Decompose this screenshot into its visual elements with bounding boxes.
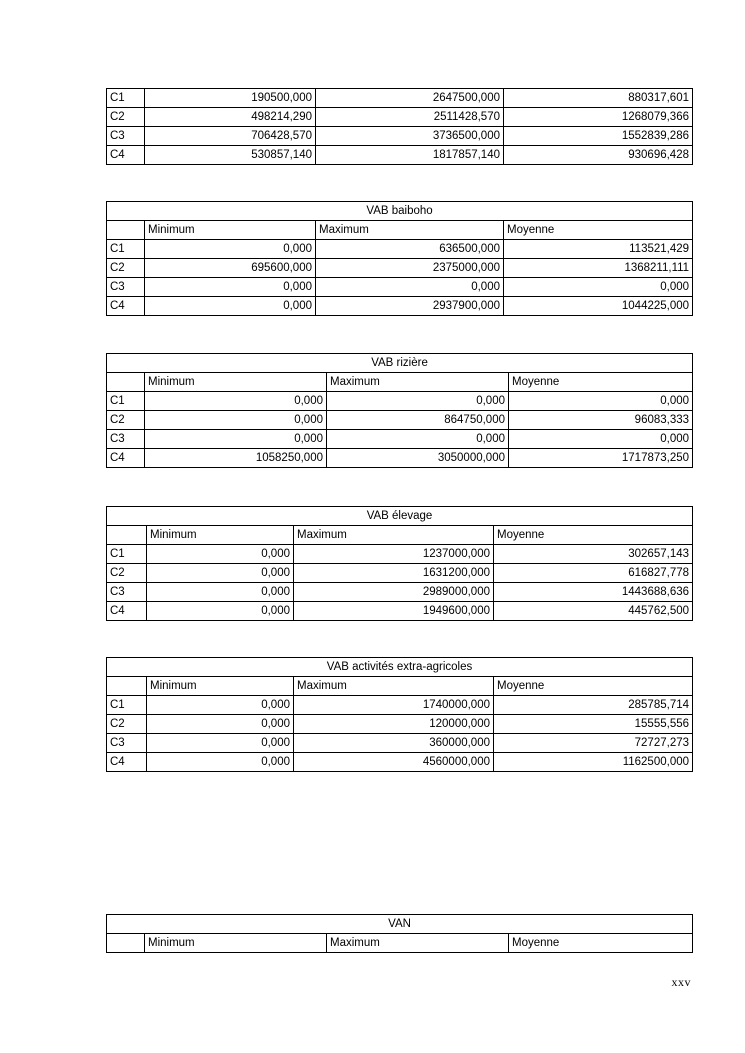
maximum-cell: 1949600,000 [294,602,494,621]
maximum-cell: 1631200,000 [294,564,494,583]
table-row [107,89,693,108]
header-row [107,934,693,953]
header-minimum: Minimum [145,373,327,392]
maximum-cell: 360000,000 [294,734,494,753]
minimum-cell: 1058250,000 [145,449,327,468]
minimum-cell: 0,000 [147,753,294,772]
row-label: C2 [107,715,147,734]
moyenne-cell: 1443688,636 [494,583,693,602]
row-label: C3 [107,583,147,602]
table-title: VAN [107,915,693,934]
header-maximum: Maximum [294,526,494,545]
minimum-cell: 498214,290 [145,108,316,127]
table-vab-riziere [106,353,693,468]
table-row [107,753,693,772]
table-row [107,734,693,753]
row-label: C2 [107,259,145,278]
maximum-cell: 864750,000 [327,411,509,430]
moyenne-cell: 0,000 [504,278,693,297]
table-row [107,430,693,449]
minimum-cell: 0,000 [147,696,294,715]
maximum-cell: 2989000,000 [294,583,494,602]
moyenne-cell: 1268079,366 [504,108,693,127]
table-row [107,715,693,734]
maximum-cell: 1740000,000 [294,696,494,715]
row-label: C3 [107,430,145,449]
maximum-cell: 1237000,000 [294,545,494,564]
minimum-cell: 0,000 [145,297,316,316]
moyenne-cell: 1717873,250 [509,449,693,468]
row-label: C1 [107,696,147,715]
table-row [107,564,693,583]
minimum-cell: 0,000 [147,602,294,621]
row-label: C1 [107,545,147,564]
header-moyenne: Moyenne [504,221,693,240]
row-label: C4 [107,449,145,468]
minimum-cell: 190500,000 [145,89,316,108]
table-title: VAB élevage [107,507,693,526]
minimum-cell: 0,000 [147,545,294,564]
maximum-cell: 3736500,000 [316,127,504,146]
moyenne-cell: 1552839,286 [504,127,693,146]
table-row [107,297,693,316]
maximum-cell: 2511428,570 [316,108,504,127]
table-row [107,259,693,278]
table-vab-extra-agricoles [106,657,693,772]
moyenne-cell: 445762,500 [494,602,693,621]
table-row [107,696,693,715]
minimum-cell: 0,000 [145,278,316,297]
row-label: C1 [107,392,145,411]
table-continued [106,88,693,165]
maximum-cell: 0,000 [327,430,509,449]
table-row [107,127,693,146]
corner-cell [107,934,145,953]
maximum-cell: 4560000,000 [294,753,494,772]
minimum-cell: 0,000 [145,240,316,259]
minimum-cell: 0,000 [147,583,294,602]
table-row [107,545,693,564]
row-label: C2 [107,108,145,127]
moyenne-cell: 930696,428 [504,146,693,165]
table-vab-elevage [106,506,693,621]
header-maximum: Maximum [294,677,494,696]
row-label: C4 [107,753,147,772]
table-row [107,583,693,602]
moyenne-cell: 15555,556 [494,715,693,734]
header-maximum: Maximum [316,221,504,240]
row-label: C1 [107,240,145,259]
maximum-cell: 636500,000 [316,240,504,259]
table-title: VAB rizière [107,354,693,373]
moyenne-cell: 302657,143 [494,545,693,564]
header-minimum: Minimum [145,221,316,240]
maximum-cell: 0,000 [316,278,504,297]
header-row [107,373,693,392]
maximum-cell: 1817857,140 [316,146,504,165]
header-row [107,221,693,240]
header-maximum: Maximum [327,373,509,392]
table-row [107,240,693,259]
table-row [107,392,693,411]
table-row [107,602,693,621]
moyenne-cell: 96083,333 [509,411,693,430]
header-row [107,677,693,696]
moyenne-cell: 1044225,000 [504,297,693,316]
moyenne-cell: 616827,778 [494,564,693,583]
header-minimum: Minimum [147,526,294,545]
maximum-cell: 0,000 [327,392,509,411]
moyenne-cell: 0,000 [509,392,693,411]
moyenne-cell: 285785,714 [494,696,693,715]
row-label: C2 [107,411,145,430]
minimum-cell: 530857,140 [145,146,316,165]
row-label: C2 [107,564,147,583]
minimum-cell: 0,000 [145,430,327,449]
moyenne-cell: 880317,601 [504,89,693,108]
maximum-cell: 3050000,000 [327,449,509,468]
minimum-cell: 0,000 [147,715,294,734]
header-maximum: Maximum [327,934,509,953]
table-vab-baiboho [106,201,693,316]
maximum-cell: 120000,000 [294,715,494,734]
header-moyenne: Moyenne [509,373,693,392]
minimum-cell: 0,000 [147,734,294,753]
moyenne-cell: 0,000 [509,430,693,449]
table-row [107,108,693,127]
table-row [107,449,693,468]
row-label: C3 [107,127,145,146]
row-label: C3 [107,734,147,753]
row-label: C4 [107,146,145,165]
row-label: C4 [107,602,147,621]
page-number: xxv [671,975,691,989]
corner-cell [107,526,147,545]
corner-cell [107,373,145,392]
moyenne-cell: 72727,273 [494,734,693,753]
table-van [106,914,693,953]
table-title: VAB activités extra-agricoles [107,658,693,677]
corner-cell [107,677,147,696]
moyenne-cell: 1368211,111 [504,259,693,278]
maximum-cell: 2937900,000 [316,297,504,316]
corner-cell [107,221,145,240]
minimum-cell: 0,000 [145,411,327,430]
minimum-cell: 0,000 [145,392,327,411]
table-title: VAB baiboho [107,202,693,221]
header-moyenne: Moyenne [494,677,693,696]
moyenne-cell: 1162500,000 [494,753,693,772]
maximum-cell: 2375000,000 [316,259,504,278]
table-row [107,146,693,165]
header-minimum: Minimum [145,934,327,953]
row-label: C1 [107,89,145,108]
header-row [107,526,693,545]
table-row [107,411,693,430]
header-minimum: Minimum [147,677,294,696]
row-label: C4 [107,297,145,316]
maximum-cell: 2647500,000 [316,89,504,108]
moyenne-cell: 113521,429 [504,240,693,259]
row-label: C3 [107,278,145,297]
header-moyenne: Moyenne [509,934,693,953]
minimum-cell: 0,000 [147,564,294,583]
minimum-cell: 706428,570 [145,127,316,146]
minimum-cell: 695600,000 [145,259,316,278]
table-row [107,278,693,297]
header-moyenne: Moyenne [494,526,693,545]
